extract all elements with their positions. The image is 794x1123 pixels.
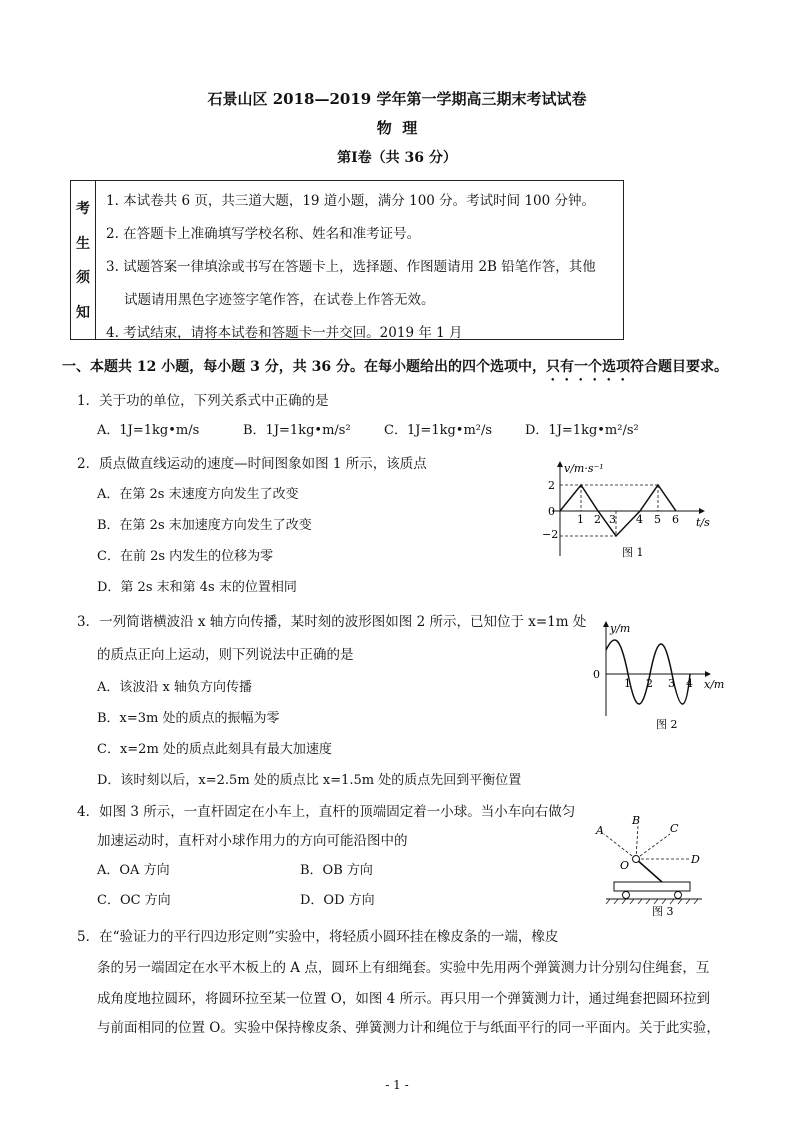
notice-item: 试题请用黑色字迹签字笔作答，在试卷上作答无效。 [124,292,435,308]
tick-label-x: 3 [668,677,675,690]
q1-option-c: C．1J=1kg•m²/s [384,423,493,438]
label-c: C [670,822,679,835]
tick-label-x: 4 [636,513,643,526]
q2-option-a: A．在第 2s 末速度方向发生了改变 [97,487,299,502]
axis-label-t: t/s [696,516,710,529]
rod [636,859,662,882]
cart-body [614,882,690,891]
section-emphasis: 只有一个选项 [545,359,630,375]
figure-1-caption: 图 1 [622,546,644,559]
axis-label-y: y/m [610,622,631,635]
tick-label-y: 0 [548,505,555,518]
q2-option-b: B．在第 2s 末加速度方向发生了改变 [97,518,312,533]
q1-option-d: D．1J=1kg•m²/s² [525,423,639,438]
notice-item: 3. 试题答案一律填涂或书写在答题卡上，选择题、作图题请用 2B 铅笔作答，其他 [106,259,596,275]
tick-label-x: 1 [624,677,631,690]
subject-title: 物 理 [376,119,418,137]
notice-heading-char: 考 [76,201,90,218]
tick-label-x: 6 [672,513,679,526]
figure-1-vt-graph [536,456,726,566]
part-title: 第Ⅰ卷（共 36 分） [337,150,457,166]
origin-label: 0 [593,668,600,681]
q4-option-a: A．OA 方向 [97,863,170,878]
q4-option-b: B．OB 方向 [300,863,373,878]
q3-option-a: A．该波沿 x 轴负方向传播 [97,680,252,695]
tick-label-x: 1 [577,513,584,526]
wheel [675,892,682,899]
q2-stem: 2．质点做直线运动的速度—时间图象如图 1 所示，该质点 [77,456,427,472]
label-o: O [620,859,630,872]
figure-3-caption: 图 3 [652,905,674,918]
wheel [623,892,630,899]
notice-item: 4. 考试结束，请将本试卷和答题卡一并交回。2019 年 1 月 [106,325,463,341]
section-intro: 一、本题共 12 小题，每小题 3 分，共 36 分。在每小题给出的四个选项中， [62,359,546,375]
tick-label-x: 5 [654,513,661,526]
direction-oa [604,834,636,859]
label-b: B [632,814,641,827]
direction-ob [636,826,638,859]
tick-label-x: 2 [646,677,653,690]
notice-heading-char: 须 [76,270,90,287]
q1-stem: 1．关于功的单位，下列关系式中正确的是 [77,393,329,409]
exam-title: 石景山区 2018—2019 学年第一学期高三期末考试试卷 [207,90,587,108]
q5-line-2: 条的另一端固定在水平木板上的 A 点，圆环上有细绳套。实验中先用两个弹簧测力计分别勾住绳套，互 [97,960,710,976]
q2-option-c: C．在前 2s 内发生的位移为零 [97,549,274,564]
tick-label-x: 2 [594,513,601,526]
notice-heading-char: 知 [76,304,90,321]
q5-line-4: 与前面相同的位置 O。实验中保持橡皮条、弹簧测力计和绳位于与纸面平行的同一平面内。关于此实验， [97,1020,720,1036]
notice-item: 2. 在答题卡上准确填写学校名称、姓名和准考证号。 [106,226,421,242]
q4-stem-line-1: 4．如图 3 所示，一直杆固定在小车上，直杆的顶端固定着一小球。当小车向右做匀 [77,804,576,820]
ball [633,856,640,863]
q4-stem-line-2: 加速运动时，直杆对小球作用力的方向可能沿图中的 [97,833,408,849]
tick-label-y: 2 [548,479,555,492]
q4-option-c: C．OC 方向 [97,893,171,908]
q3-option-d: D．该时刻以后，x=2.5m 处的质点比 x=1.5m 处的质点先回到平衡位置 [97,773,522,788]
tick-label-x: 4 [686,677,693,690]
figure-2-wave-graph [588,616,728,740]
label-a: A [596,824,604,837]
notice-heading [71,181,96,339]
direction-oc [636,834,670,859]
q1-option-b: B．1J=1kg•m/s² [243,423,351,438]
notice-item: 1. 本试卷共 6 页，共三道大题，19 道小题，满分 100 分。考试时间 100 分钟。 [106,193,596,209]
ground-hatching [606,899,698,904]
axis-label-x: x/m [704,678,725,691]
q2-option-d: D．第 2s 末和第 4s 末的位置相同 [97,580,297,595]
tick-label-x: 3 [609,513,616,526]
notice-body [96,181,623,339]
notice-box [70,180,624,340]
section-heading [62,356,728,384]
q5-line-3: 成角度地拉圆环，将圆环拉至某一位置 O，如图 4 所示。再只用一个弹簧测力计，通过绳套把圆环拉到 [97,991,711,1007]
q3-stem-line-1: 3．一列简谐横波沿 x 轴方向传播，某时刻的波形图如图 2 所示，已知位于 x=1m 处 [77,614,587,630]
figure-2-caption: 图 2 [656,718,678,731]
q3-option-b: B．x=3m 处的质点的振幅为零 [97,711,280,726]
figure-3-cart-diagram [592,812,722,922]
q5-line-1: 5．在“验证力的平行四边形定则”实验中，将轻质小圆环挂在橡皮条的一端，橡皮 [77,929,559,945]
q4-option-d: D．OD 方向 [300,893,375,908]
label-d: D [691,853,700,866]
q3-option-c: C．x=2m 处的质点此刻具有最大加速度 [97,742,332,757]
q3-stem-line-2: 的质点正向上运动，则下列说法中正确的是 [97,647,354,663]
wave-curve [606,640,690,704]
q1-option-a: A．1J=1kg•m/s [97,423,200,438]
tick-label-y: −2 [542,528,559,541]
notice-heading-char: 生 [76,235,90,252]
section-outro: 符合题目要求。 [629,359,728,375]
axis-label-v: v/m·s⁻¹ [564,462,604,475]
page-number: - 1 - [385,1078,409,1092]
